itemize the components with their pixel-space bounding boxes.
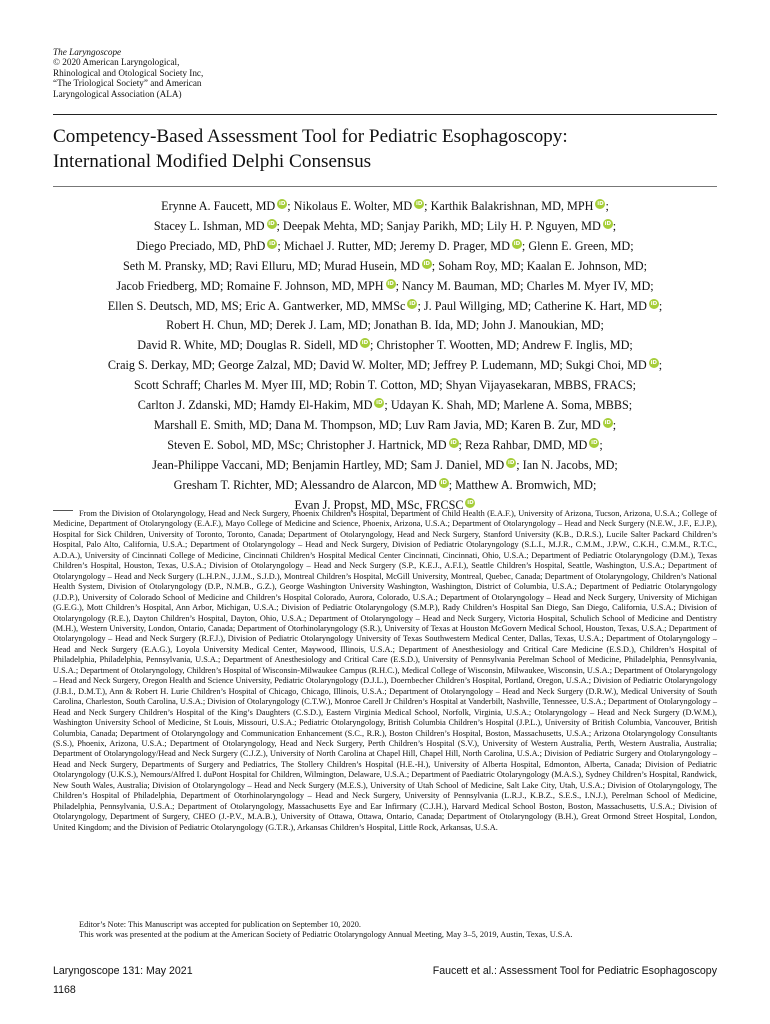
orcid-icon[interactable] [277, 199, 287, 209]
editor-note: Editor’s Note: This Manuscript was accepted for publication on September 10, 2020. [79, 920, 361, 929]
author-text: Steven E. Sobol, MD, MSc; Christopher J. Hartnick, MD [167, 437, 447, 452]
author-line [53, 217, 717, 237]
page-number: 1168 [53, 984, 76, 996]
orcid-icon[interactable] [267, 239, 277, 249]
presentation-note: This work was presented at the podium at the American Society of Pediatric Otolaryngology Annual Meeting, May 3–5, 2019, Austin, Texas, U.S.A. [79, 930, 573, 940]
author-text: ; J. Paul Willging, MD; Catherine K. Hart, MD [417, 298, 647, 313]
author-text: Evan J. Propst, MD, MSc, FRCSC [294, 497, 464, 512]
copyright-line: “The Triological Society” and American [53, 78, 202, 89]
author-line [53, 237, 717, 257]
author-text: ; Soham Roy, MD; Kaalan E. Johnson, MD; [431, 258, 647, 273]
orcid-icon[interactable] [386, 279, 396, 289]
author-text: ; [658, 298, 663, 313]
author-text: ; [599, 437, 603, 452]
manuscript-notes [79, 920, 719, 941]
author-line [53, 416, 717, 436]
author-text: ; Michael J. Rutter, MD; Jeremy D. Prager, MD [277, 238, 510, 253]
author-text: Erynne A. Faucett, MD [161, 199, 276, 213]
author-line [53, 277, 717, 297]
author-line [53, 476, 717, 496]
orcid-icon[interactable] [465, 498, 475, 508]
author-text: Jacob Friedberg, MD; Romaine F. Johnson, MD, MPH [116, 278, 384, 293]
copyright-line: Rhinological and Otological Society Inc, [53, 67, 204, 78]
author-line [53, 436, 717, 456]
orcid-icon[interactable] [589, 438, 599, 448]
orcid-icon[interactable] [414, 199, 424, 209]
orcid-icon[interactable] [422, 259, 432, 269]
author-text: ; Christopher T. Wootten, MD; Andrew F. Inglis, MD; [370, 338, 633, 353]
author-line [53, 197, 717, 217]
author-text: ; [605, 199, 609, 213]
author-line [53, 297, 717, 317]
author-text: ; [612, 218, 617, 233]
author-line [53, 396, 717, 416]
journal-name: The Laryngoscope [53, 47, 122, 57]
author-text: Gresham T. Richter, MD; Alessandro de Alarcon, MD [173, 477, 437, 492]
orcid-icon[interactable] [506, 458, 516, 468]
copyright-line: Laryngological Association (ALA) [53, 88, 182, 99]
author-text: ; Reza Rahbar, DMD, MD [458, 437, 588, 452]
author-text: David R. White, MD; Douglas R. Sidell, MD [137, 338, 359, 353]
author-text: ; Nikolaus E. Wolter, MD [287, 199, 413, 213]
orcid-icon[interactable] [649, 299, 659, 309]
author-text: ; [658, 358, 663, 373]
author-text: Scott Schraff; Charles M. Myer III, MD; Robin T. Cotton, MD; Shyan Vijayasekaran, MBBS, FRACS; [133, 378, 637, 393]
author-text: ; [612, 417, 617, 432]
author-line [53, 456, 717, 476]
author-text: Ellen S. Deutsch, MD, MS; Eric A. Gantwerker, MD, MMSc [107, 298, 406, 313]
orcid-icon[interactable] [603, 418, 613, 428]
title-line: Competency-Based Assessment Tool for Pediatric Esophagoscopy: [53, 126, 568, 147]
author-text: Stacey L. Ishman, MD [153, 218, 265, 233]
affiliations-text: From the Division of Otolaryngology, Head and Neck Surgery, Phoenix Children’s Hospital, Department of Child Health (E.A.F.), University of Arizona, Tucson, Arizona, U.S.A.; College of Medicine, Department of Otolaryngology (E.A.F.), Mayo College of Medicine and Science, Phoenix, Arizona, U.S.A.; Department of Otolaryngology – Head and Neck Surgery (N.E.W., J.F., E.J.P.), Hospital for Sick Children, University of Toronto, Toronto, Canada; Department of Otolaryngology, Head and Neck Surgery, Stanford University (K.B., D.R.S.), Lucile Salter Packard Children’s Hospital, Palo Alto, California, U.S.A.; Department of Otolaryngology – Head and Neck Surgery, Division of Pediatric Otolaryngology (S.L.I., M.J.R., C.M.M., J.P.W., C.K.H., C.M.M., R.T.C., A.D.A.), University of Cincinnati College of Medicine, Cincinnati Children’s Hospital Medical Center Cincinnati, Cincinnati, Ohio, U.S.A.; Department of Pediatric Otolaryngology (D.M.), Texas Children’s Hospital, Houston, Texas, U.S.A.; Division of Otolaryngology – Head and Neck Surgery (S.P., K.E.J., A.F.I.), Seattle Children’s Hospital, Seattle, Washington, U.S.A.; Department of Otolaryngology – Head and Neck Surgery (L.H.P.N., J.J.M., S.J.D.), Montreal Children’s Hospital, McGill University, Montreal, Quebec, Canada; Department of Otolaryngology, Children’s National Health System, Division of Otolaryngology (D.P., N.M.B., G.Z.), George Washington University Washington, Washington, District of Columbia, U.S.A.; Department of Pediatric Otolaryngology (J.D.P.), University of Colorado School of Medicine and Children’s Hospital Colorado, Aurora, Colorado, U.S.A.; Department of Otolaryngology – Head and Neck Surgery, University of Michigan (G.E.G.), Mott Children’s Hospital, Ann Arbor, Michigan, U.S.A.; Division of Pediatric Otolaryngology (S.M.P.), Rady Children’s Hospital San Diego, San Diego, California, U.S.A.; Division of Otolaryngology (R.E.), Dayton Children’s Hospital, Dayton, Ohio, U.S.A.; Department of Otolaryngology – Head and Neck Surgery, Victoria Hospital, Schulich School of Medicine and Dentistry (M.H.), Western University, London, Ontario, Canada; Department of Otorhinolaryngology (S.R.), University of Texas at Houston McGovern Medical School, Houston, Texas, U.S.A.; Department of Otolaryngology – Head and Neck Surgery (R.F.J.), Division of Pediatric Otolaryngology University of Texas Southwestern Medical Center, Dallas, Texas, U.S.A.; Department of Otolaryngology – Head and Neck Surgery (E.A.G.), Loyola University Medical Center, Maywood, Illinois, U.S.A.; Department of Anesthesiology and Critical Care Medicine (E.S.D.), Children’s Hospital of Philadelphia, Philadelphia, Pennsylvania, U.S.A.; Department of Anesthesiology and Critical Care (E.S.D.), University of Pennsylvania Perelman School of Medicine, Philadelphia, Pennsylvania, U.S.A.; Department of Otolaryngology, Children’s Hospital of Wisconsin-Milwaukee Campus (R.H.C.), Medical College of Wisconsin, Milwaukee, Wisconsin, U.S.A.; Department of Otolaryngology – Head and Neck Surgery, Oregon Health and Science University, Pediatric Otolaryngology (D.J.L.), Doernbecher Children’s Hospital, Portland, Oregon, U.S.A.; Division of Pediatric Otolaryngology (J.B.I., D.M.T.), Ann & Robert H. Lurie Children’s Hospital of Chicago, Chicago, Illinois, U.S.A.; Department of Otolaryngology – Head and Neck Surgery (D.R.W.), Medical University of South Carolina, Charleston, South Carolina, U.S.A.; Division of Otolaryngology (C.T.W.), Monroe Carell Jr Children’s Hospital at Vanderbilt, Nashville, Tennessee, U.S.A.; Department of Otolaryngology – Head and Neck Surgery Children’s Hospital of the King’s Daughters (C.S.D.), Eastern Virginia Medical School, Norfolk, Virginia, U.S.A.; Otolaryngology – Head and Neck Surgery (D.W.M.), Washington University School of Medicine, St Louis, Missouri, U.S.A.; Pediatric Otolaryngology, British Columbia Children’s Hospital (J.P.L.), University of British Columbia, Vancouver, British Columbia, Canada; Department of Otolaryngology and Communication Enhancement (S.C., R.R.), Boston Children’s Hospital, Boston, Massachusetts, U.S.A.; Arizona Otolaryngology Consultants (S.S.), Phoenix, Arizona, U.S.A.; Department of Otolaryngology, Head and Neck Surgery, Perth Children’s Hospital (S.V.), University of Western Australia, Perth, Western Australia, Australia; Department of Otolaryngology/Head and Neck Surgery (C.J.Z.), University of North Carolina at Chapel Hill, Chapel Hill, North Carolina, U.S.A.; Division of Pediatric Surgery and Otolaryngology – Head and Neck Surgery, Departments of Surgery and Pediatrics, The Stollery Children’s Hospital (H.E.-H.), University of Alberta Hospital, Edmonton, Alberta, Canada; Division of Pediatric Otolaryngology (U.K.S.), Nemours/Alfred I. duPont Hospital for Children, Wilmington, Delaware, U.S.A.; Department of Paediatric Otolaryngology (M.A.S.), Sydney Children’s Hospital, Randwick, New South Wales, Australia; Division of Otolaryngology – Head and Neck Surgery (M.E.S.), University of Utah School of Medicine, Salt Lake City, Utah, U.S.A.; Division of Otolaryngology, The Children’s Hospital of Philadelphia, Department of Otorhinolaryngology – Head and Neck Surgery, University of Pennsylvania (L.R.J., K.B.Z., S.E.S., I.N.J.), Perelman School of Medicine, Philadelphia, Pennsylvania, U.S.A.; Department of Otolaryngology, Massachusetts Eye and Ear Infirmary (C.J.H.), Harvard Medical School Boston, Boston, Massachusetts, U.S.A.; Division of Otolaryngology, Department of Surgery, CHEO (J.-P.V., M.A.B.), University of Ottawa, Ottawa, Ontario, Canada; Department of Otolaryngology (B.H.), Great Ormond Street Hospital, London, United Kingdom; and the Division of Pediatric Otolaryngology (G.T.R.), Arkansas Children’s Hospital, Little Rock, Arkansas, U.S.A. [53, 509, 717, 832]
author-text: ; Karthik Balakrishnan, MD, MPH [424, 199, 594, 213]
author-list [53, 197, 717, 516]
author-text: Diego Preciado, MD, PhD [136, 238, 266, 253]
orcid-icon[interactable] [649, 358, 659, 368]
author-line [53, 376, 717, 396]
author-text: ; Glenn E. Green, MD; [521, 238, 634, 253]
author-text: Craig S. Derkay, MD; George Zalzal, MD; David W. Molter, MD; Jeffrey P. Ludemann, MD; Sukgi Choi, MD [107, 358, 647, 373]
author-text: ; Ian N. Jacobs, MD; [516, 457, 618, 472]
title-divider [53, 186, 717, 187]
orcid-icon[interactable] [512, 239, 522, 249]
orcid-icon[interactable] [360, 338, 370, 348]
orcid-icon[interactable] [407, 299, 417, 309]
author-text: ; Matthew A. Bromwich, MD; [448, 477, 597, 492]
orcid-icon[interactable] [449, 438, 459, 448]
journal-copyright-block [53, 47, 313, 99]
author-text: ; Nancy M. Bauman, MD; Charles M. Myer IV, MD; [395, 278, 654, 293]
title-line: International Modified Delphi Consensus [53, 151, 372, 172]
orcid-icon[interactable] [267, 219, 277, 229]
author-text: Seth M. Pransky, MD; Ravi Elluru, MD; Murad Husein, MD [123, 258, 420, 273]
author-text: Marshall E. Smith, MD; Dana M. Thompson, MD; Luv Ram Javia, MD; Karen B. Zur, MD [153, 417, 601, 432]
author-line [53, 356, 717, 376]
author-line [53, 257, 717, 277]
author-text: Jean-Philippe Vaccani, MD; Benjamin Hartley, MD; Sam J. Daniel, MD [152, 457, 505, 472]
article-title [53, 124, 717, 174]
orcid-icon[interactable] [595, 199, 605, 209]
orcid-icon[interactable] [603, 219, 613, 229]
orcid-icon[interactable] [374, 398, 384, 408]
author-line [53, 316, 717, 336]
header-divider [53, 114, 717, 115]
journal-issue: Laryngoscope 131: May 2021 [53, 965, 193, 977]
running-title: Faucett et al.: Assessment Tool for Pediatric Esophagoscopy [432, 965, 717, 977]
copyright-line: © 2020 American Laryngological, [53, 57, 180, 68]
author-line [53, 336, 717, 356]
orcid-icon[interactable] [439, 478, 449, 488]
author-text: ; Udayan K. Shah, MD; Marlene A. Soma, MBBS; [384, 398, 633, 413]
author-text: Robert H. Chun, MD; Derek J. Lam, MD; Jonathan B. Ida, MD; John J. Manoukian, MD; [166, 318, 604, 333]
author-text: Carlton J. Zdanski, MD; Hamdy El-Hakim, MD [137, 398, 373, 413]
author-text: ; Deepak Mehta, MD; Sanjay Parikh, MD; Lily H. P. Nguyen, MD [276, 218, 601, 233]
